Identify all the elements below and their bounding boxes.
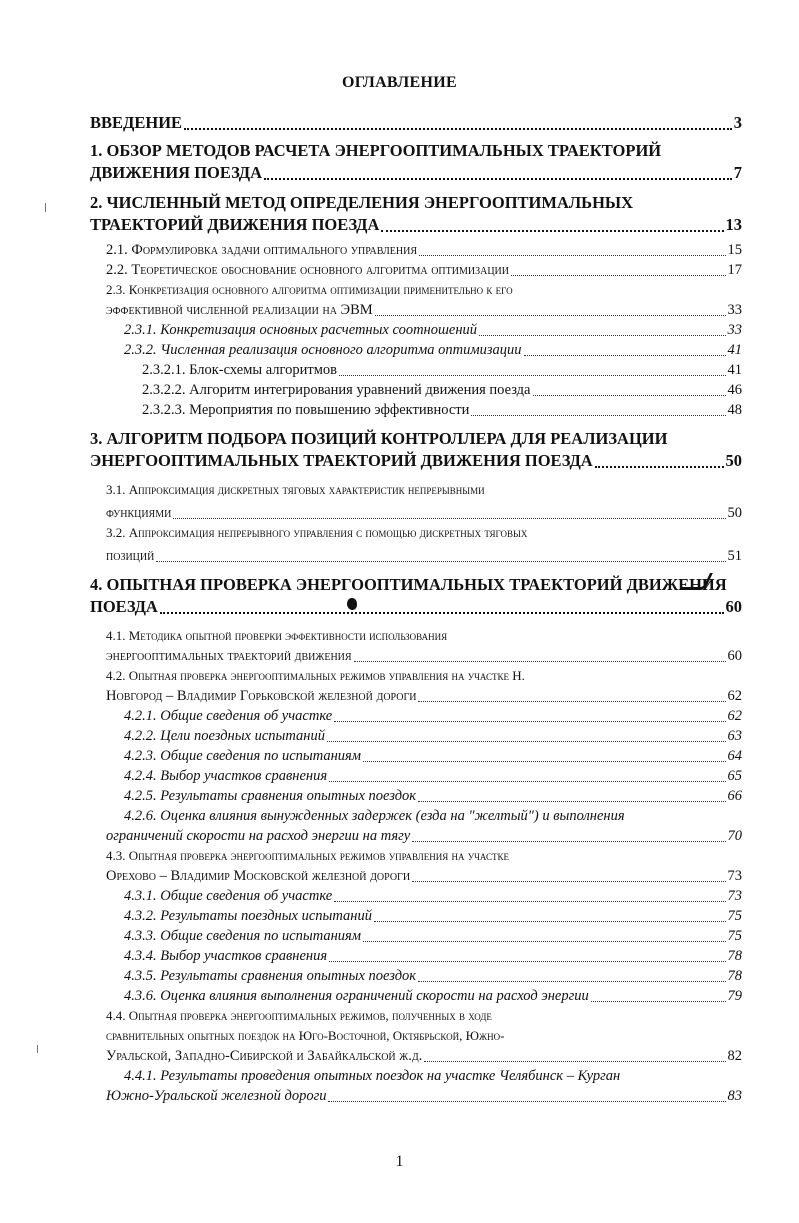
toc-entry-4-2-6[interactable]: 4.2.6. Оценка влияния вынужденных задержек (езда на "желтый") и выполнения ограничений скорости на расход энергии на тягу 70	[106, 808, 742, 844]
page-ref: 60	[725, 597, 742, 616]
page-ref: 83	[727, 1088, 742, 1104]
table-of-contents	[90, 112, 742, 1106]
page-ref: 66	[727, 788, 742, 804]
dot-leader	[424, 1057, 725, 1062]
page-ref: 75	[727, 928, 742, 944]
toc-entry-chapter-2[interactable]: 2. ЧИСЛЕННЫЙ МЕТОД ОПРЕДЕЛЕНИЯ ЭНЕРГООПТИМАЛЬНЫХ ТРАЕКТОРИЙ ДВИЖЕНИЯ ПОЕЗДА 13	[90, 193, 742, 234]
dot-leader	[363, 937, 725, 942]
toc-entry-4-2[interactable]: 4.2. Опытная проверка энергооптимальных режимов управления на участке Н. Новгород – Владимир Горьковской железной дороги 62	[106, 668, 742, 704]
toc-entry-4-3-3[interactable]: 4.3.3. Общие сведения по испытаниям 75	[124, 928, 742, 944]
dot-leader	[418, 797, 725, 802]
page-ref: 70	[727, 828, 742, 844]
dot-leader	[184, 124, 732, 130]
page-ref: 46	[727, 382, 742, 398]
toc-entry-4-2-4[interactable]: 4.2.4. Выбор участков сравнения 65	[124, 768, 742, 784]
toc-entry-2-2[interactable]: 2.2. Теоретическое обоснование основного алгоритма оптимизации 17	[106, 262, 742, 278]
dot-leader	[381, 226, 723, 232]
page-ref: 62	[727, 708, 742, 724]
page-ref: 78	[727, 968, 742, 984]
dot-leader	[511, 271, 726, 276]
toc-entry-3-1[interactable]: 3.1. Аппроксимация дискретных тяговых характеристик непрерывными функциями 50	[106, 482, 742, 521]
dot-leader	[471, 411, 725, 416]
page-ref: 62	[727, 688, 742, 704]
dot-leader	[591, 997, 726, 1002]
page-ref: 48	[727, 402, 742, 418]
page-ref: 17	[727, 262, 742, 278]
page-ref: 79	[727, 988, 742, 1004]
dot-leader	[533, 391, 726, 396]
page-ref: 73	[727, 868, 742, 884]
dot-leader	[334, 897, 725, 902]
dot-leader	[524, 351, 726, 356]
page-title: ОГЛАВЛЕНИЕ	[342, 74, 457, 91]
toc-entry-4-4-1[interactable]: 4.4.1. Результаты проведения опытных поездок на участке Челябинск – Курган Южно-Уральской железной дороги 83	[106, 1068, 742, 1104]
dot-leader	[595, 462, 724, 468]
dot-leader	[412, 877, 725, 882]
page-ref: 75	[727, 908, 742, 924]
dot-leader	[375, 311, 726, 316]
dot-leader	[479, 331, 725, 336]
toc-entry-4-3-1[interactable]: 4.3.1. Общие сведения об участке 73	[124, 888, 742, 904]
dot-leader	[418, 977, 725, 982]
toc-entry-2-3-2-1[interactable]: 2.3.2.1. Блок-схемы алгоритмов 41	[142, 362, 742, 378]
page-ref: 15	[727, 242, 742, 258]
dot-leader	[419, 251, 726, 256]
page-ref: 33	[727, 322, 742, 338]
dot-leader	[354, 657, 726, 662]
dot-leader	[329, 957, 725, 962]
dot-leader	[334, 717, 725, 722]
toc-entry-4-3[interactable]: 4.3. Опытная проверка энергооптимальных режимов управления на участке Орехово – Владимир Московской железной дороги 73	[106, 848, 742, 884]
dot-leader	[363, 757, 725, 762]
page-ref: 33	[727, 302, 742, 318]
dot-leader	[156, 557, 725, 562]
page-ref: 78	[727, 948, 742, 964]
dot-leader	[264, 174, 732, 180]
toc-entry-4-2-5[interactable]: 4.2.5. Результаты сравнения опытных поездок 66	[124, 788, 742, 804]
dot-leader	[173, 514, 725, 519]
toc-entry-3-2[interactable]: 3.2. Аппроксимация непрерывного управления с помощью дискретных тяговых позиций 51	[106, 525, 742, 564]
page-ref: 65	[727, 768, 742, 784]
page-ref: 51	[727, 548, 742, 564]
dot-leader	[412, 837, 725, 842]
dot-leader	[329, 777, 725, 782]
toc-entry-chapter-4[interactable]: 4. ОПЫТНАЯ ПРОВЕРКА ЭНЕРГООПТИМАЛЬНЫХ ТРАЕКТОРИЙ ДВИЖЕНИЯ ПОЕЗДА 60	[90, 575, 742, 616]
toc-entry-4-3-4[interactable]: 4.3.4. Выбор участков сравнения 78	[124, 948, 742, 964]
page-number: 1	[395, 1153, 404, 1170]
toc-entry-4-4[interactable]: 4.4. Опытная проверка энергооптимальных режимов, полученных в ходе сравнительных опытных поездок на Юго-Восточной, Октябрьской, Южно- Уральской, Западно-Сибирской и Забайкальской ж.д. 82	[106, 1008, 742, 1064]
toc-entry-chapter-3[interactable]: 3. АЛГОРИТМ ПОДБОРА ПОЗИЦИЙ КОНТРОЛЛЕРА ДЛЯ РЕАЛИЗАЦИИ ЭНЕРГООПТИМАЛЬНЫХ ТРАЕКТОРИЙ ДВИЖЕНИЯ ПОЕЗДА 50	[90, 429, 742, 470]
page-ref: 82	[727, 1048, 742, 1064]
page-ref: 50	[725, 451, 742, 470]
page-ref: 13	[725, 215, 742, 234]
toc-entry-2-1[interactable]: 2.1. Формулировка задачи оптимального управления 15	[106, 242, 742, 258]
page-ref: 64	[727, 748, 742, 764]
toc-entry-4-2-2[interactable]: 4.2.2. Цели поездных испытаний 63	[124, 728, 742, 744]
margin-mark	[45, 203, 46, 212]
toc-entry-2-3[interactable]: 2.3. Конкретизация основного алгоритма оптимизации применительно к его эффективной численной реализации на ЭВМ 33	[106, 282, 742, 318]
dot-leader	[418, 697, 725, 702]
toc-entry-2-3-2[interactable]: 2.3.2. Численная реализация основного алгоритма оптимизации 41	[124, 342, 742, 358]
toc-entry-intro[interactable]: ВВЕДЕНИЕ 3	[90, 113, 742, 132]
toc-entry-2-3-2-3[interactable]: 2.3.2.3. Мероприятия по повышению эффективности 48	[142, 402, 742, 418]
dot-leader	[339, 371, 726, 376]
page-ref: 73	[727, 888, 742, 904]
toc-entry-2-3-2-2[interactable]: 2.3.2.2. Алгоритм интегрирования уравнений движения поезда 46	[142, 382, 742, 398]
toc-entry-4-1[interactable]: 4.1. Методика опытной проверки эффективности использования энергооптимальных траекторий движения 60	[106, 628, 742, 664]
page-ref: 7	[733, 163, 742, 182]
dot-leader	[327, 737, 726, 742]
page-ref: 63	[727, 728, 742, 744]
page-ref: 41	[727, 362, 742, 378]
dot-leader	[160, 608, 724, 614]
toc-entry-4-2-1[interactable]: 4.2.1. Общие сведения об участке 62	[124, 708, 742, 724]
margin-mark	[37, 1045, 38, 1053]
toc-entry-4-3-6[interactable]: 4.3.6. Оценка влияния выполнения ограничений скорости на расход энергии 79	[124, 988, 742, 1004]
page-ref: 3	[733, 113, 742, 132]
dot-leader	[374, 917, 726, 922]
toc-entry-4-3-2[interactable]: 4.3.2. Результаты поездных испытаний 75	[124, 908, 742, 924]
toc-entry-chapter-1[interactable]: 1. ОБЗОР МЕТОДОВ РАСЧЕТА ЭНЕРГООПТИМАЛЬНЫХ ТРАЕКТОРИЙ ДВИЖЕНИЯ ПОЕЗДА 7	[90, 141, 742, 182]
toc-entry-4-2-3[interactable]: 4.2.3. Общие сведения по испытаниям 64	[124, 748, 742, 764]
page-ref: 60	[727, 648, 742, 664]
page-ref: 50	[727, 505, 742, 521]
toc-entry-4-3-5[interactable]: 4.3.5. Результаты сравнения опытных поездок 78	[124, 968, 742, 984]
dot-leader	[328, 1097, 725, 1102]
toc-entry-2-3-1[interactable]: 2.3.1. Конкретизация основных расчетных соотношений 33	[124, 322, 742, 338]
page-ref: 41	[727, 342, 742, 358]
